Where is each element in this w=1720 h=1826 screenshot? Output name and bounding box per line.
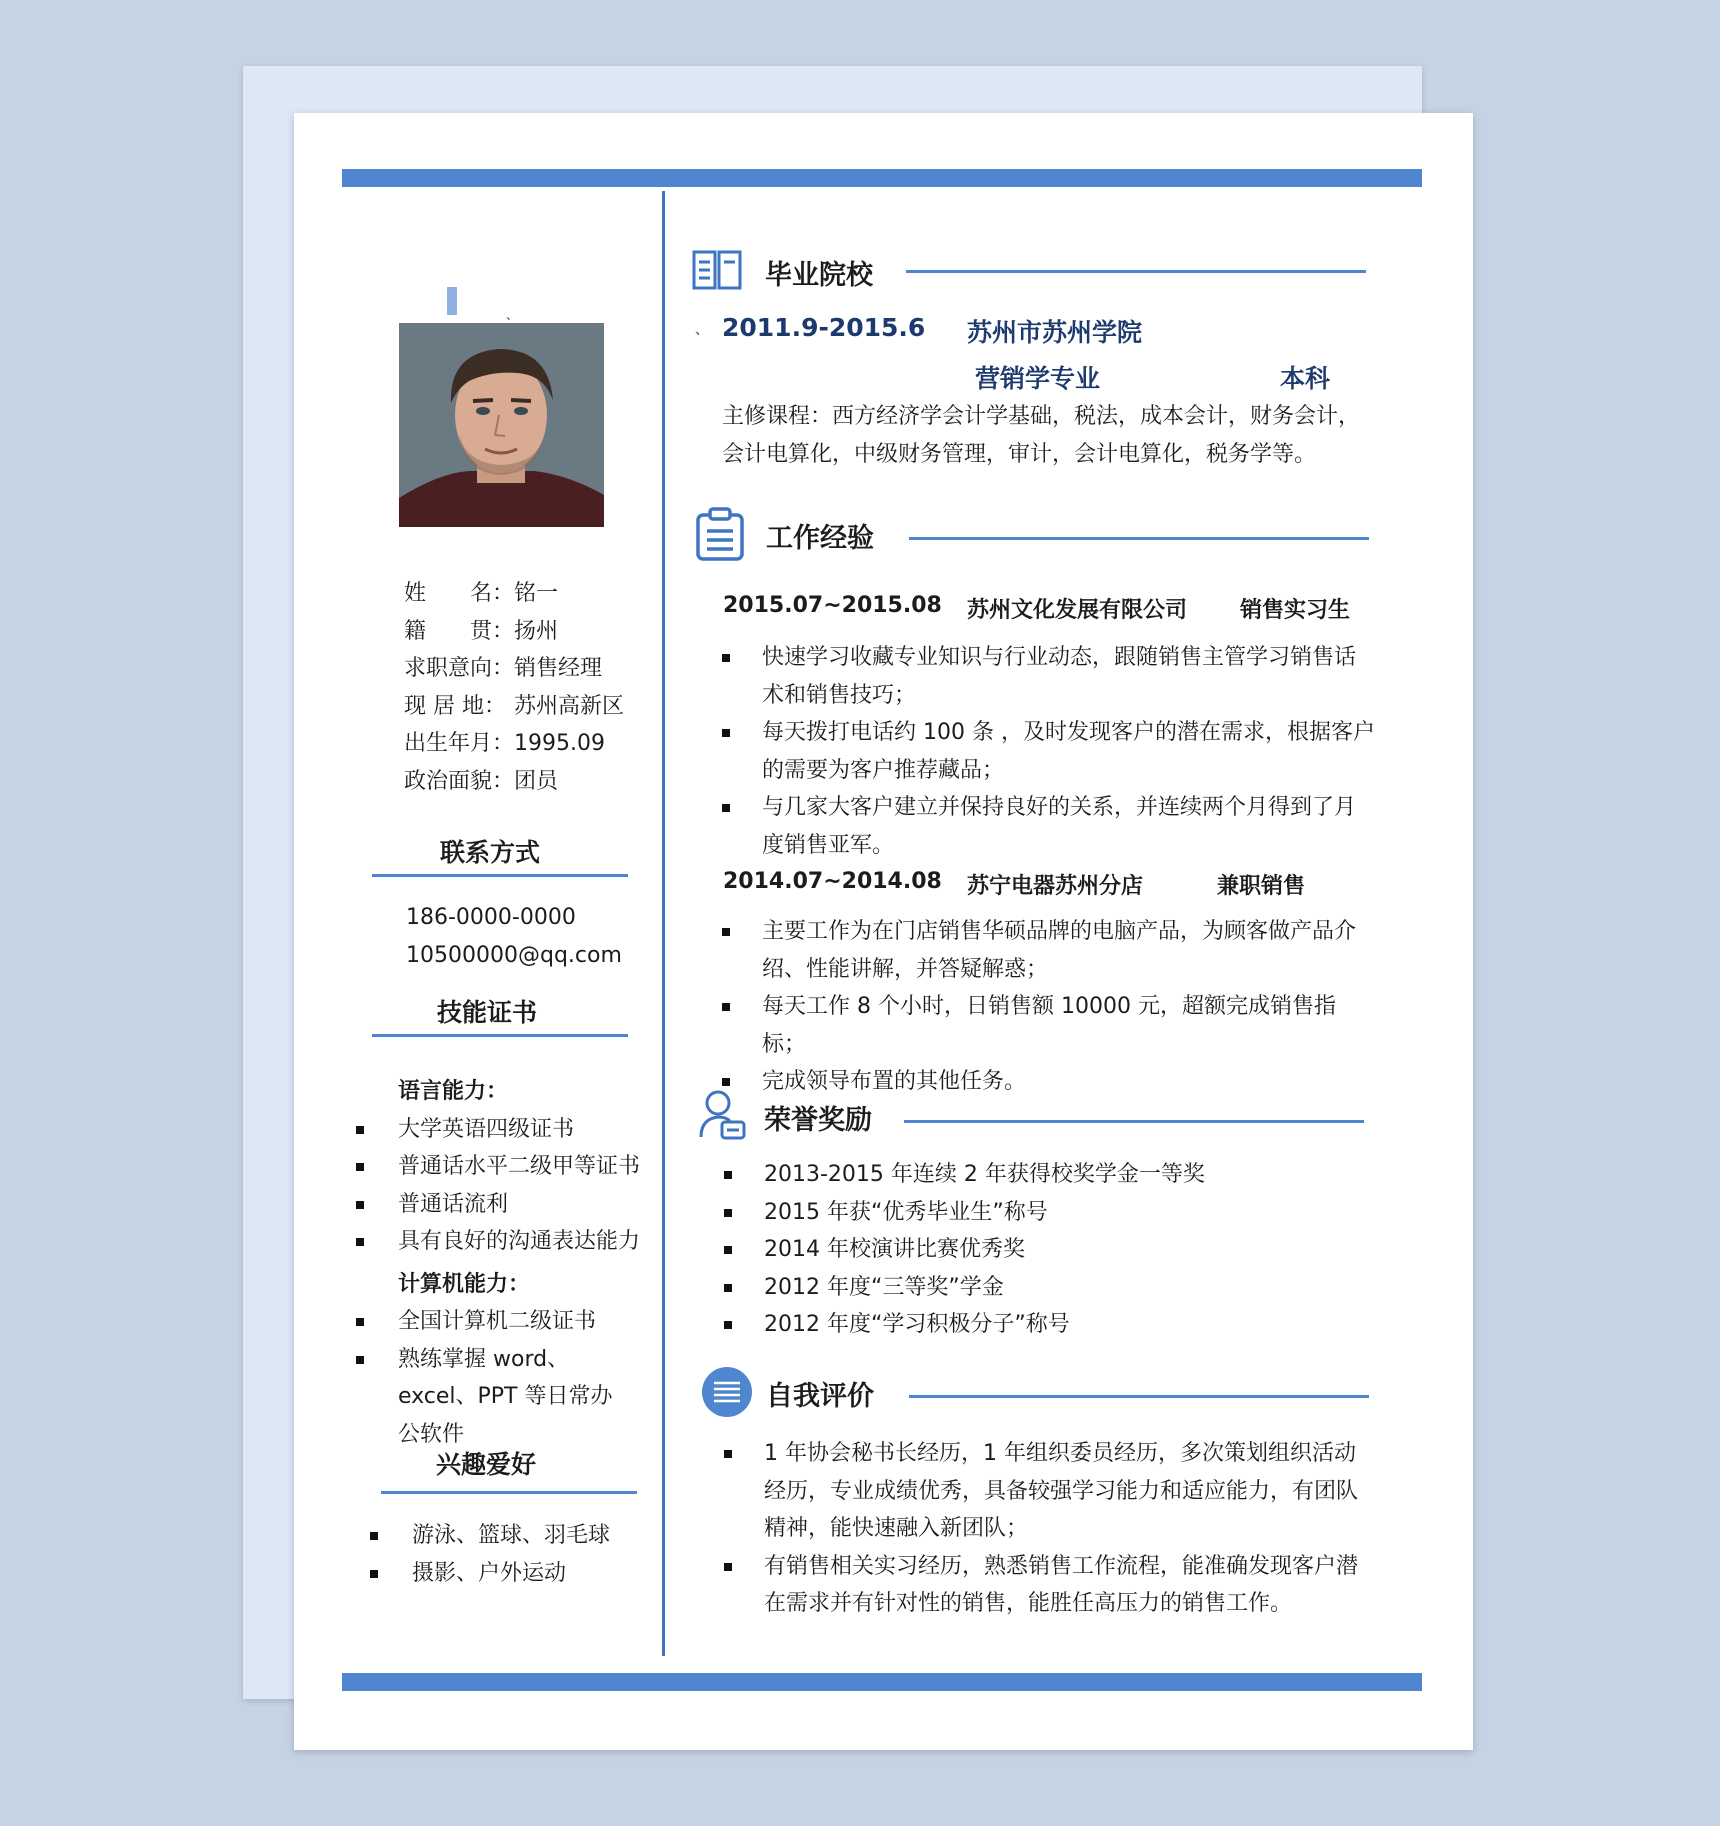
awards-title-line bbox=[904, 1120, 1364, 1123]
info-row-political bbox=[404, 763, 624, 801]
work-title-line bbox=[909, 537, 1369, 540]
decor-mark bbox=[447, 287, 457, 315]
info-label: 政治面貌： bbox=[404, 768, 515, 794]
info-label: 求职意向： bbox=[404, 656, 515, 681]
awards-block bbox=[724, 1156, 1374, 1344]
contact-title: 联系方式 bbox=[439, 838, 540, 867]
self-eval-list bbox=[724, 1435, 1364, 1623]
list-item: 主要工作为在门店销售华硕品牌的电脑产品，为顾客做产品介绍、性能讲解，并答疑解惑； bbox=[722, 913, 1377, 988]
education-courses: 主修课程：西方经济学会计学基础，税法，成本会计，财务会计，会计电算化，中级财务管理，审计，会计电算化，税务学等。 bbox=[722, 404, 1361, 467]
job2-company: 苏宁电器苏州分店 bbox=[967, 874, 1144, 899]
list-item: 有销售相关实习经历，熟悉销售工作流程，能准确发现客户潜在需求并有针对性的销售，能胜任高压力的销售工作。 bbox=[724, 1548, 1364, 1623]
info-label: 现 居 地： bbox=[404, 693, 506, 719]
self-eval-block bbox=[724, 1435, 1364, 1623]
job2-period: 2014.07~2014.08 bbox=[723, 869, 942, 894]
job1-list bbox=[722, 639, 1377, 864]
info-value: 铭一 bbox=[514, 581, 559, 606]
list-item: 与几家大客户建立并保持良好的关系，并连续两个月得到了月度销售亚军。 bbox=[722, 789, 1377, 864]
job2-duties bbox=[722, 913, 1377, 1101]
info-label: 姓 名： bbox=[404, 581, 515, 606]
column-divider bbox=[662, 191, 665, 1656]
list-item: 完成领导布置的其他任务。 bbox=[722, 1063, 1377, 1101]
hobbies-list bbox=[370, 1517, 610, 1592]
list-item: 2012 年度“学习积极分子”称号 bbox=[724, 1306, 1374, 1344]
job1-duties bbox=[722, 639, 1377, 864]
list-item: 摄影、户外运动 bbox=[370, 1555, 610, 1593]
info-value: 销售经理 bbox=[514, 656, 603, 681]
list-item: 2013-2015 年连续 2 年获得校奖学金一等奖 bbox=[724, 1156, 1374, 1194]
resume-page bbox=[294, 113, 1473, 1750]
work-title: 工作经验 bbox=[766, 523, 874, 554]
contact-title-underline bbox=[372, 874, 628, 877]
list-item: 每天拨打电话约 100 条 ，及时发现客户的潜在需求，根据客户的需要为客户推荐藏品； bbox=[722, 714, 1377, 789]
education-tick: 、 bbox=[695, 322, 709, 338]
skills-block bbox=[356, 1073, 656, 1453]
hobbies-block bbox=[370, 1517, 610, 1592]
education-date: 2011.9-2015.6 bbox=[722, 313, 926, 342]
list-item: 大学英语四级证书 bbox=[356, 1111, 656, 1149]
job1-role: 销售实习生 bbox=[1240, 598, 1351, 623]
computer-heading: 计算机能力： bbox=[398, 1271, 531, 1297]
info-label: 出生年月： bbox=[404, 731, 515, 756]
list-item: 普通话水平二级甲等证书 bbox=[356, 1148, 656, 1186]
contact-block bbox=[406, 899, 622, 974]
education-degree: 本科 bbox=[1280, 364, 1331, 393]
book-icon bbox=[691, 246, 743, 296]
education-major: 营销学专业 bbox=[975, 364, 1101, 393]
contact-email: 10500000@qq.com bbox=[406, 942, 622, 968]
decor-dot: 、 bbox=[506, 308, 519, 322]
profile-photo bbox=[399, 323, 604, 527]
list-item: 游泳、篮球、羽毛球 bbox=[370, 1517, 610, 1555]
computer-list bbox=[356, 1303, 656, 1453]
award-user-icon bbox=[698, 1089, 748, 1145]
info-value: 1995.09 bbox=[514, 731, 605, 756]
job1-period: 2015.07~2015.08 bbox=[723, 593, 942, 618]
list-item: 具有良好的沟通表达能力 bbox=[356, 1223, 656, 1261]
job2-list bbox=[722, 913, 1377, 1101]
info-value: 苏州高新区 bbox=[514, 693, 625, 719]
personal-info bbox=[404, 575, 624, 800]
top-accent-bar bbox=[342, 169, 1422, 187]
info-label: 籍 贯： bbox=[404, 618, 515, 644]
bottom-accent-bar bbox=[342, 1673, 1422, 1691]
list-item: 1 年协会秘书长经历，1 年组织委员经历，多次策划组织活动经历，专业成绩优秀，具备较强学习能力和适应能力，有团队精神，能快速融入新团队； bbox=[724, 1435, 1364, 1548]
list-item: 2014 年校演讲比赛优秀奖 bbox=[724, 1231, 1374, 1269]
education-title-line bbox=[906, 270, 1366, 273]
job1-company: 苏州文化发展有限公司 bbox=[967, 598, 1188, 623]
self-eval-title-line bbox=[909, 1395, 1369, 1398]
skills-title-underline bbox=[372, 1034, 628, 1037]
list-item: 快速学习收藏专业知识与行业动态，跟随销售主管学习销售话术和销售技巧； bbox=[722, 639, 1377, 714]
list-circle-icon bbox=[701, 1366, 753, 1422]
info-value: 扬州 bbox=[514, 618, 559, 644]
hobbies-title-underline bbox=[381, 1491, 637, 1494]
job2-role: 兼职销售 bbox=[1217, 874, 1306, 899]
awards-title: 荣誉奖励 bbox=[764, 1105, 872, 1136]
education-title: 毕业院校 bbox=[765, 260, 873, 291]
hobbies-title: 兴趣爱好 bbox=[435, 1450, 536, 1479]
list-item: 每天工作 8 个小时，日销售额 10000 元，超额完成销售指标； bbox=[722, 988, 1377, 1063]
list-item: 2012 年度“三等奖”学金 bbox=[724, 1269, 1374, 1307]
info-row-residence bbox=[404, 688, 624, 726]
language-list bbox=[356, 1111, 656, 1261]
info-row-birth bbox=[404, 725, 624, 763]
education-school: 苏州市苏州学院 bbox=[967, 318, 1143, 347]
clipboard-icon bbox=[695, 507, 745, 565]
list-item: 2015 年获“优秀毕业生”称号 bbox=[724, 1194, 1374, 1232]
info-row-name bbox=[404, 575, 624, 613]
awards-list bbox=[724, 1156, 1374, 1344]
info-row-origin bbox=[404, 613, 624, 651]
list-item: 普通话流利 bbox=[356, 1186, 656, 1224]
language-heading: 语言能力： bbox=[398, 1079, 509, 1104]
list-item: 全国计算机二级证书 bbox=[356, 1303, 656, 1341]
info-value: 团员 bbox=[514, 768, 559, 794]
self-eval-title: 自我评价 bbox=[766, 1381, 874, 1412]
contact-phone: 186-0000-0000 bbox=[406, 905, 576, 930]
skills-title: 技能证书 bbox=[436, 998, 537, 1027]
list-item: 熟练掌握 word、excel、PPT 等日常办公软件 bbox=[356, 1341, 618, 1454]
info-row-objective bbox=[404, 650, 624, 688]
